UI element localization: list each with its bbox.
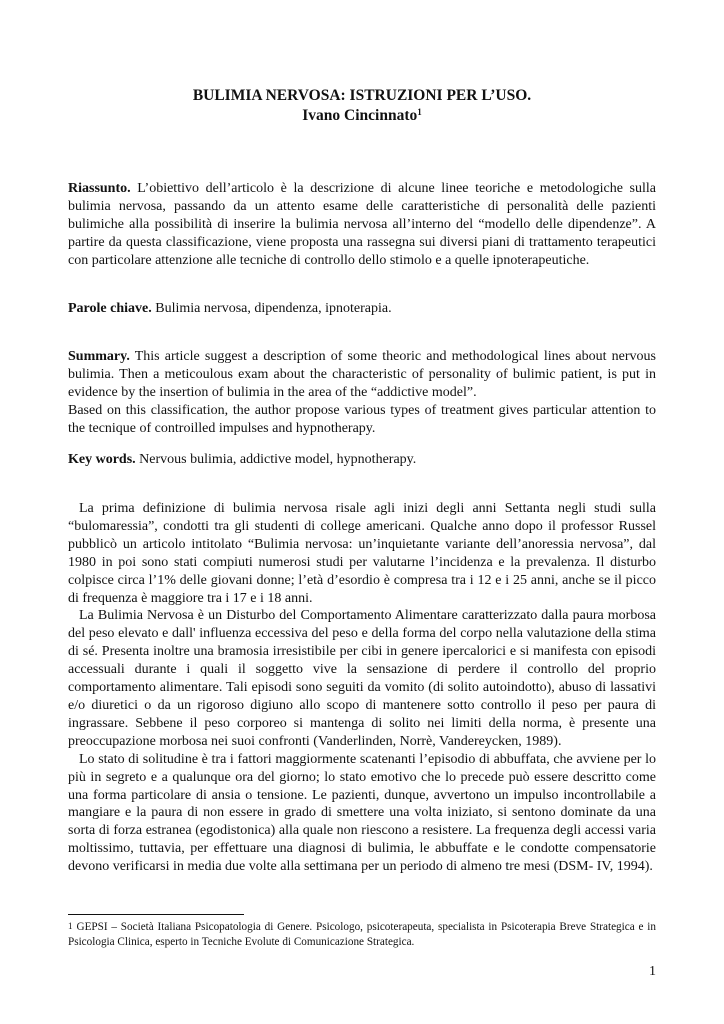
author-line <box>68 106 656 125</box>
keywords-italian-label: Parole chiave. <box>68 301 152 316</box>
abstract-italian-text: L’obiettivo dell’articolo è la descrizione di alcune linee teoriche e metodologiche sulla bulimia nervosa, passando da un attento esame delle caratteristiche di personalità delle pazienti bulimiche alla possibilità di inserire la bulimia nervosa all’interno del “modello delle dipendenze”. A partire da questa classificazione, viene proposta una rassegna sui diversi piani di trattamento terapeutici con particolare attenzione alle tecniche di controllo dello stimolo e a quelle ipnoterapeutiche. <box>68 181 656 268</box>
abstract-english-label: Summary. <box>68 349 130 364</box>
abstract-english-para-2: Based on this classification, the author propose various types of treatment gives particular attention to the tecnique of controilled impulses and hypnotherapy. <box>68 402 656 436</box>
author-footnote-mark: 1 <box>417 107 422 117</box>
keywords-italian <box>68 300 656 318</box>
abstract-english-para-1 <box>68 348 656 402</box>
keywords-italian-text: Bulimia nervosa, dipendenza, ipnoterapia. <box>151 301 392 316</box>
footnote-mark: 1 <box>68 921 73 931</box>
footnote <box>68 920 656 950</box>
abstract-italian-label: Riassunto. <box>68 181 131 196</box>
footnote-text: GEPSI – Società Italiana Psicopatologia di Genere. Psicologo, psicoterapeuta, specialista in Psicoterapia Breve Strategica e in Psicologia Clinica, esperto in Tecniche Evolute di Comunicazione Strategica. <box>68 921 656 948</box>
page-number: 1 <box>649 964 656 979</box>
abstract-english <box>68 348 656 438</box>
keywords-english-text: Nervous bulimia, addictive model, hypnotherapy. <box>135 452 417 467</box>
keywords-english <box>68 451 656 469</box>
keywords-english-label: Key words. <box>68 452 136 467</box>
body-paragraph-3: Lo stato di solitudine è tra i fattori maggiormente scatenanti l’episodio di abbuffata, che avviene per lo più in segreto e a qualunque ora del giorno; lo stato emotivo che lo precede può essere descritto come una forma particolare di ansia o tensione. Le pazienti, dunque, avvertono un impulso incontrollabile a mangiare e la paura di non essere in grado di smettere una volta iniziato, si sentono dominate da una sorta di forza estranea (egodistonica) alla quale non riescono a resistere. La frequenza degli accessi varia moltissimo, tuttavia, per effettuare una diagnosi di bulimia, le abbuffate e le condotte compensatorie devono verificarsi in media due volte alla settimana per un periodo di almeno tre mesi (DSM- IV, 1994). <box>68 751 656 875</box>
body-text <box>68 500 656 876</box>
footnote-divider <box>68 914 244 915</box>
abstract-italian <box>68 180 656 270</box>
body-paragraph-2: La Bulimia Nervosa è un Disturbo del Comportamento Alimentare caratterizzato dalla paura morbosa del peso elevato e dall' influenza eccessiva del peso e della forma del corpo nella valutazione della stima di sé. Presenta inoltre una bramosia irresistibile per cibi in genere ipercalorici e si manifesta con episodi accessuali durante i quali il soggetto vive la sensazione di perdere il controllo del proprio comportamento alimentare. Tali episodi sono seguiti da vomito (di solito autoindotto), abuso di lassativi e/o diuretici o da un rigoroso digiuno allo scopo di mantenere sotto controllo il peso per paura di ingrassare. Sebbene il peso corporeo si mantenga di solito nei limiti della norma, è presente una preoccupazione morbosa nei suoi confronti (Vanderlinden, Norrè, Vandereycken, 1989). <box>68 608 656 749</box>
abstract-english-text-1: This article suggest a description of some theoric and methodological lines about nervous bulimia. Then a meticoulous exam about the characteristic of personality of bulimic patient, is put in evidence by the insertion of bulimia in the area of the “addictive model”. <box>68 349 656 400</box>
body-paragraph-1: La prima definizione di bulimia nervosa risale agli inizi degli anni Settanta negli studi sulla “bulomaressia”, condotti tra gli studenti di college americani. Qualche anno dopo il professor Russel pubblicò un articolo intitolato “Bulimia nervosa: un’inquietante variante dell’anoressia nervosa”, dal 1980 in poi sono stati compiuti numerosi studi per valutarne l’incidenza e la prevalenza. Il disturbo colpisce circa l’1% delle giovani donne; l’età d’esordio è compresa tra i 12 e i 25 anni, anche se il picco di frequenza è maggiore tra i 17 e i 18 anni. <box>68 501 656 606</box>
author-name: Ivano Cincinnato <box>302 107 418 124</box>
article-title: BULIMIA NERVOSA: ISTRUZIONI PER L’USO. <box>192 87 532 104</box>
